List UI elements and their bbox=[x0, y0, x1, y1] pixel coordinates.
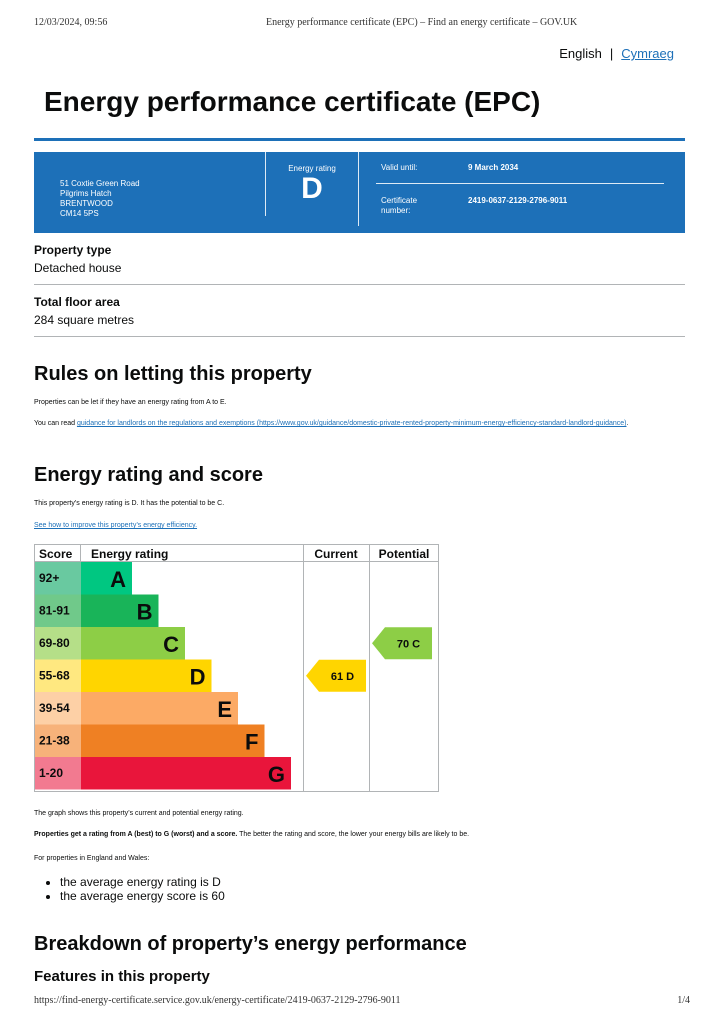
current-rating-label: 61 D bbox=[330, 670, 355, 683]
address-line: 51 Coxtie Green Road bbox=[60, 179, 140, 188]
print-url: https://find-energy-certificate.service.gov.uk/energy-certificate/2419-0637-2129-2796-9011 bbox=[34, 995, 401, 1006]
band-score-label: 1-20 bbox=[39, 766, 64, 780]
energy-rating-letter: D bbox=[301, 172, 323, 205]
energy-rating-label: Energy rating bbox=[288, 164, 336, 173]
band-letter-label: C bbox=[163, 632, 179, 657]
band-score-label: 81-91 bbox=[39, 603, 70, 618]
valid-until-value: 9 March 2034 bbox=[468, 163, 519, 172]
improve-efficiency-paragraph bbox=[34, 521, 684, 530]
divider bbox=[358, 152, 359, 226]
band-letter-label: A bbox=[110, 567, 126, 592]
band-score-label: 69-80 bbox=[39, 636, 70, 650]
certificate-number-label bbox=[381, 196, 417, 216]
certificate-number-value: 2419-0637-2129-2796-9011 bbox=[468, 196, 568, 205]
band-bar-e bbox=[81, 692, 238, 725]
band-letter-label: E bbox=[217, 697, 232, 722]
language-welsh-link[interactable]: Cymraeg bbox=[621, 46, 674, 61]
print-page-number: 1/4 bbox=[677, 995, 690, 1006]
band-letter-label: G bbox=[267, 762, 285, 787]
address-line: BRENTWOOD bbox=[60, 199, 113, 208]
list-item: • the average energy rating is D bbox=[60, 875, 225, 889]
divider bbox=[34, 284, 685, 285]
band-score-label: 55-68 bbox=[39, 668, 70, 683]
divider bbox=[376, 183, 664, 184]
chart-caption: The graph shows this property’s current and potential energy rating. bbox=[34, 810, 244, 817]
band-bar-f bbox=[81, 725, 265, 758]
property-address bbox=[60, 179, 140, 219]
band-letter-label: F bbox=[245, 729, 259, 755]
language-separator: | bbox=[609, 46, 614, 61]
address-line: CM14 5PS bbox=[60, 209, 99, 218]
letting-heading: Rules on letting this property bbox=[34, 363, 312, 385]
label-line: Certificate bbox=[381, 196, 418, 205]
valid-until-label: Valid until: bbox=[381, 163, 418, 172]
rating-paragraph: This property’s energy rating is D. It has the potential to be C. bbox=[34, 500, 225, 507]
band-score-label: 92+ bbox=[39, 571, 60, 585]
header-score: Score bbox=[39, 547, 73, 561]
divider bbox=[34, 336, 685, 337]
letting-paragraph: Properties can be let if they have an energy rating from A to E. bbox=[34, 399, 227, 406]
band-score-label: 21-38 bbox=[39, 733, 70, 748]
band-score-label: 39-54 bbox=[39, 701, 70, 715]
breakdown-heading: Breakdown of property’s energy performance bbox=[34, 933, 467, 955]
features-heading: Features in this property bbox=[34, 968, 210, 985]
header-energy-rating: Energy rating bbox=[91, 547, 169, 561]
floor-area-label: Total floor area bbox=[34, 295, 120, 309]
text: You can read bbox=[34, 420, 77, 427]
letting-guidance-paragraph bbox=[34, 419, 684, 428]
text: . bbox=[626, 420, 629, 427]
england-wales-intro: For properties in England and Wales: bbox=[34, 855, 150, 862]
band-bar-g bbox=[81, 757, 291, 790]
band-letter-label: B bbox=[136, 599, 153, 625]
page-title: Energy performance certificate (EPC) bbox=[44, 86, 541, 117]
label-line: number: bbox=[381, 206, 411, 215]
average-list bbox=[42, 875, 225, 903]
improve-efficiency-link[interactable]: See how to improve this property’s energy efficiency. bbox=[34, 522, 198, 529]
text: The better the rating and score, the lower your energy bills are likely to be. bbox=[237, 831, 470, 838]
certificate-summary-box bbox=[34, 152, 685, 233]
list-item: • the average energy score is 60 bbox=[60, 889, 225, 903]
band-letter-label: D bbox=[189, 664, 206, 690]
energy-rating-chart bbox=[34, 544, 440, 794]
header-potential: Potential bbox=[378, 547, 430, 561]
language-english: English bbox=[559, 46, 602, 61]
address-line: Pilgrims Hatch bbox=[60, 189, 112, 198]
bold-text: Properties get a rating from A (best) to G (worst) and a score. bbox=[34, 831, 238, 838]
property-type-value: Detached house bbox=[34, 261, 122, 275]
title-underline bbox=[34, 138, 685, 141]
language-switcher bbox=[559, 46, 674, 61]
rating-bands bbox=[35, 562, 291, 790]
property-type-label: Property type bbox=[34, 243, 112, 257]
rating-explanation bbox=[34, 830, 684, 839]
print-datetime: 12/03/2024, 09:56 bbox=[34, 17, 108, 28]
header-current: Current bbox=[314, 547, 358, 561]
print-page-title: Energy performance certificate (EPC) – Find an energy certificate – GOV.UK bbox=[266, 17, 578, 28]
rating-heading: Energy rating and score bbox=[34, 464, 263, 486]
landlord-guidance-link[interactable]: guidance for landlords on the regulations and exemptions (https://www.gov.uk/guidance/domestic-private-rented-property-minimum-energy-efficiency-standard-landlord-guidance) bbox=[76, 420, 627, 427]
potential-rating-label: 70 C bbox=[396, 638, 421, 651]
floor-area-value: 284 square metres bbox=[34, 313, 135, 327]
